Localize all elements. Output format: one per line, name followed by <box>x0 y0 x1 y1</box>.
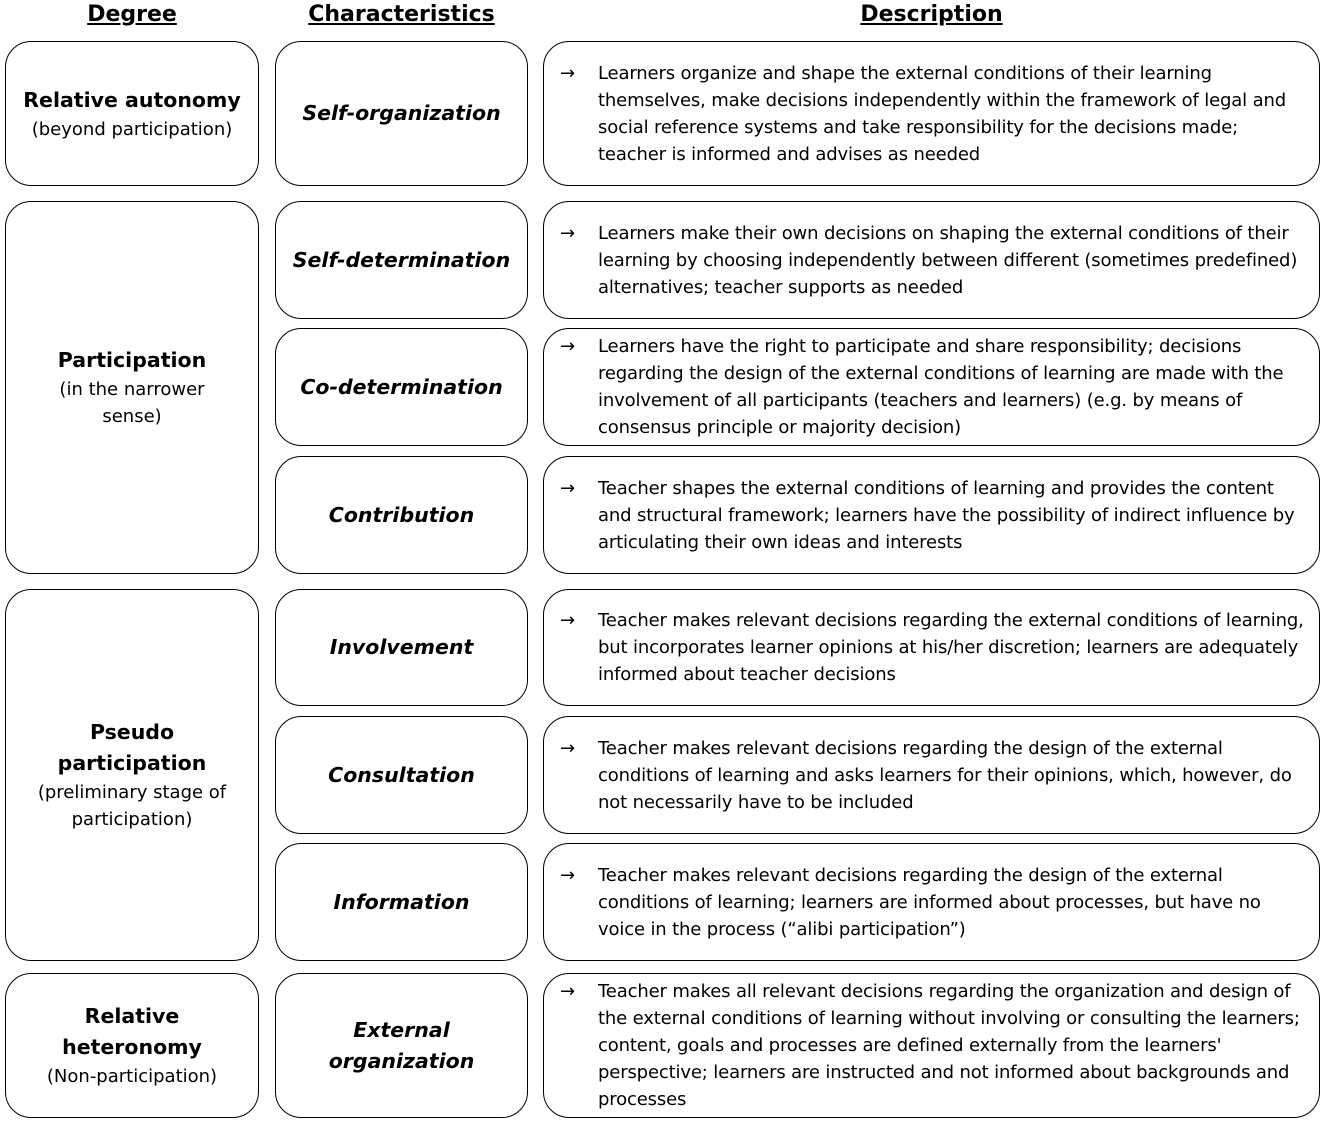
degree-box-relative-autonomy <box>5 41 259 186</box>
characteristic-label: External organization <box>328 1017 475 1073</box>
header-description: Description <box>860 2 1003 27</box>
characteristic-box <box>275 328 528 446</box>
degree-subtitle: (beyond participation) <box>31 118 233 140</box>
description-text: Teacher makes relevant decisions regarding the external conditions of learning, but incorporates learner opinions at his/her discretion; learners are adequately informed about teacher decisions <box>598 610 1304 685</box>
description-box <box>543 41 1320 186</box>
characteristic-label: Self-determination <box>292 247 511 272</box>
arrow-right-icon: → <box>560 737 576 759</box>
arrow-right-icon: → <box>560 62 576 84</box>
arrow-right-icon: → <box>560 336 576 357</box>
degree-title: Relative heteronomy <box>62 1004 202 1059</box>
description-text: Teacher makes relevant decisions regarding the design of the external conditions of learning; learners are informed about processes, but have no voice in the process (“alibi participation”) <box>598 864 1261 940</box>
arrow-right-icon: → <box>560 610 576 631</box>
characteristic-box <box>275 973 528 1118</box>
degree-subtitle: (Non-participation) <box>46 1066 218 1087</box>
arrow-right-icon: → <box>560 981 576 1002</box>
degree-title: Pseudo participation <box>57 720 207 775</box>
characteristic-box <box>275 716 528 834</box>
characteristic-label: Self-organization <box>302 101 501 125</box>
characteristic-box <box>275 456 528 574</box>
description-box <box>543 843 1320 961</box>
degree-title: Relative autonomy <box>23 87 241 112</box>
characteristic-label: Co-determination <box>300 374 503 399</box>
description-text: Learners have the right to participate and share responsibility; decisions regarding the design of the external conditions of learning are made with the involvement of all participants (teachers and learners) (e.g. by means of consensus principle or majority decision) <box>598 336 1284 438</box>
characteristic-label: Information <box>333 889 470 914</box>
description-box <box>543 328 1320 446</box>
characteristic-box <box>275 201 528 319</box>
description-text: Teacher makes relevant decisions regarding the design of the external conditions of learning and asks learners for their opinions, which, however, do not necessarily have to be included <box>598 737 1292 813</box>
description-box <box>543 973 1320 1118</box>
degree-title: Participation <box>57 348 207 372</box>
arrow-right-icon: → <box>560 864 576 886</box>
description-box <box>543 456 1320 574</box>
description-text: Teacher makes all relevant decisions regarding the organization and design of the external conditions of learning without involving or consulting the learners; content, goals and processes are defined externally from the learners' perspective; learners are instructed and not informed about backgrounds and processes <box>598 981 1300 1110</box>
characteristic-box <box>275 843 528 961</box>
characteristic-box <box>275 589 528 706</box>
description-box <box>543 589 1320 706</box>
characteristic-label: Contribution <box>328 502 475 527</box>
characteristic-label: Consultation <box>328 762 475 787</box>
degree-box-participation <box>5 201 259 574</box>
characteristic-label: Involvement <box>329 635 474 659</box>
degree-subtitle: (in the narrower sense) <box>59 379 205 427</box>
description-box <box>543 716 1320 834</box>
description-text: Learners make their own decisions on shaping the external conditions of their learning by choosing independently between different (sometimes predefined) alternatives; teacher supports as needed <box>598 222 1298 298</box>
description-text: Learners organize and shape the external conditions of their learning themselves, make decisions independently within the framework of legal and social reference systems and take responsibility for the decisions made; teacher is informed and advises as needed <box>598 62 1287 165</box>
header-degree: Degree <box>87 2 177 27</box>
degree-box-pseudo-participation <box>5 589 259 961</box>
header-characteristics: Characteristics <box>308 2 495 27</box>
description-text: Teacher shapes the external conditions of learning and provides the content and structural framework; learners have the possibility of indirect influence by articulating their own ideas and interests <box>598 477 1295 553</box>
arrow-right-icon: → <box>560 222 576 244</box>
description-box <box>543 201 1320 319</box>
degree-box-relative-heteronomy <box>5 973 259 1118</box>
degree-subtitle: (preliminary stage of participation) <box>37 782 227 830</box>
characteristic-box <box>275 41 528 186</box>
arrow-right-icon: → <box>560 477 576 499</box>
